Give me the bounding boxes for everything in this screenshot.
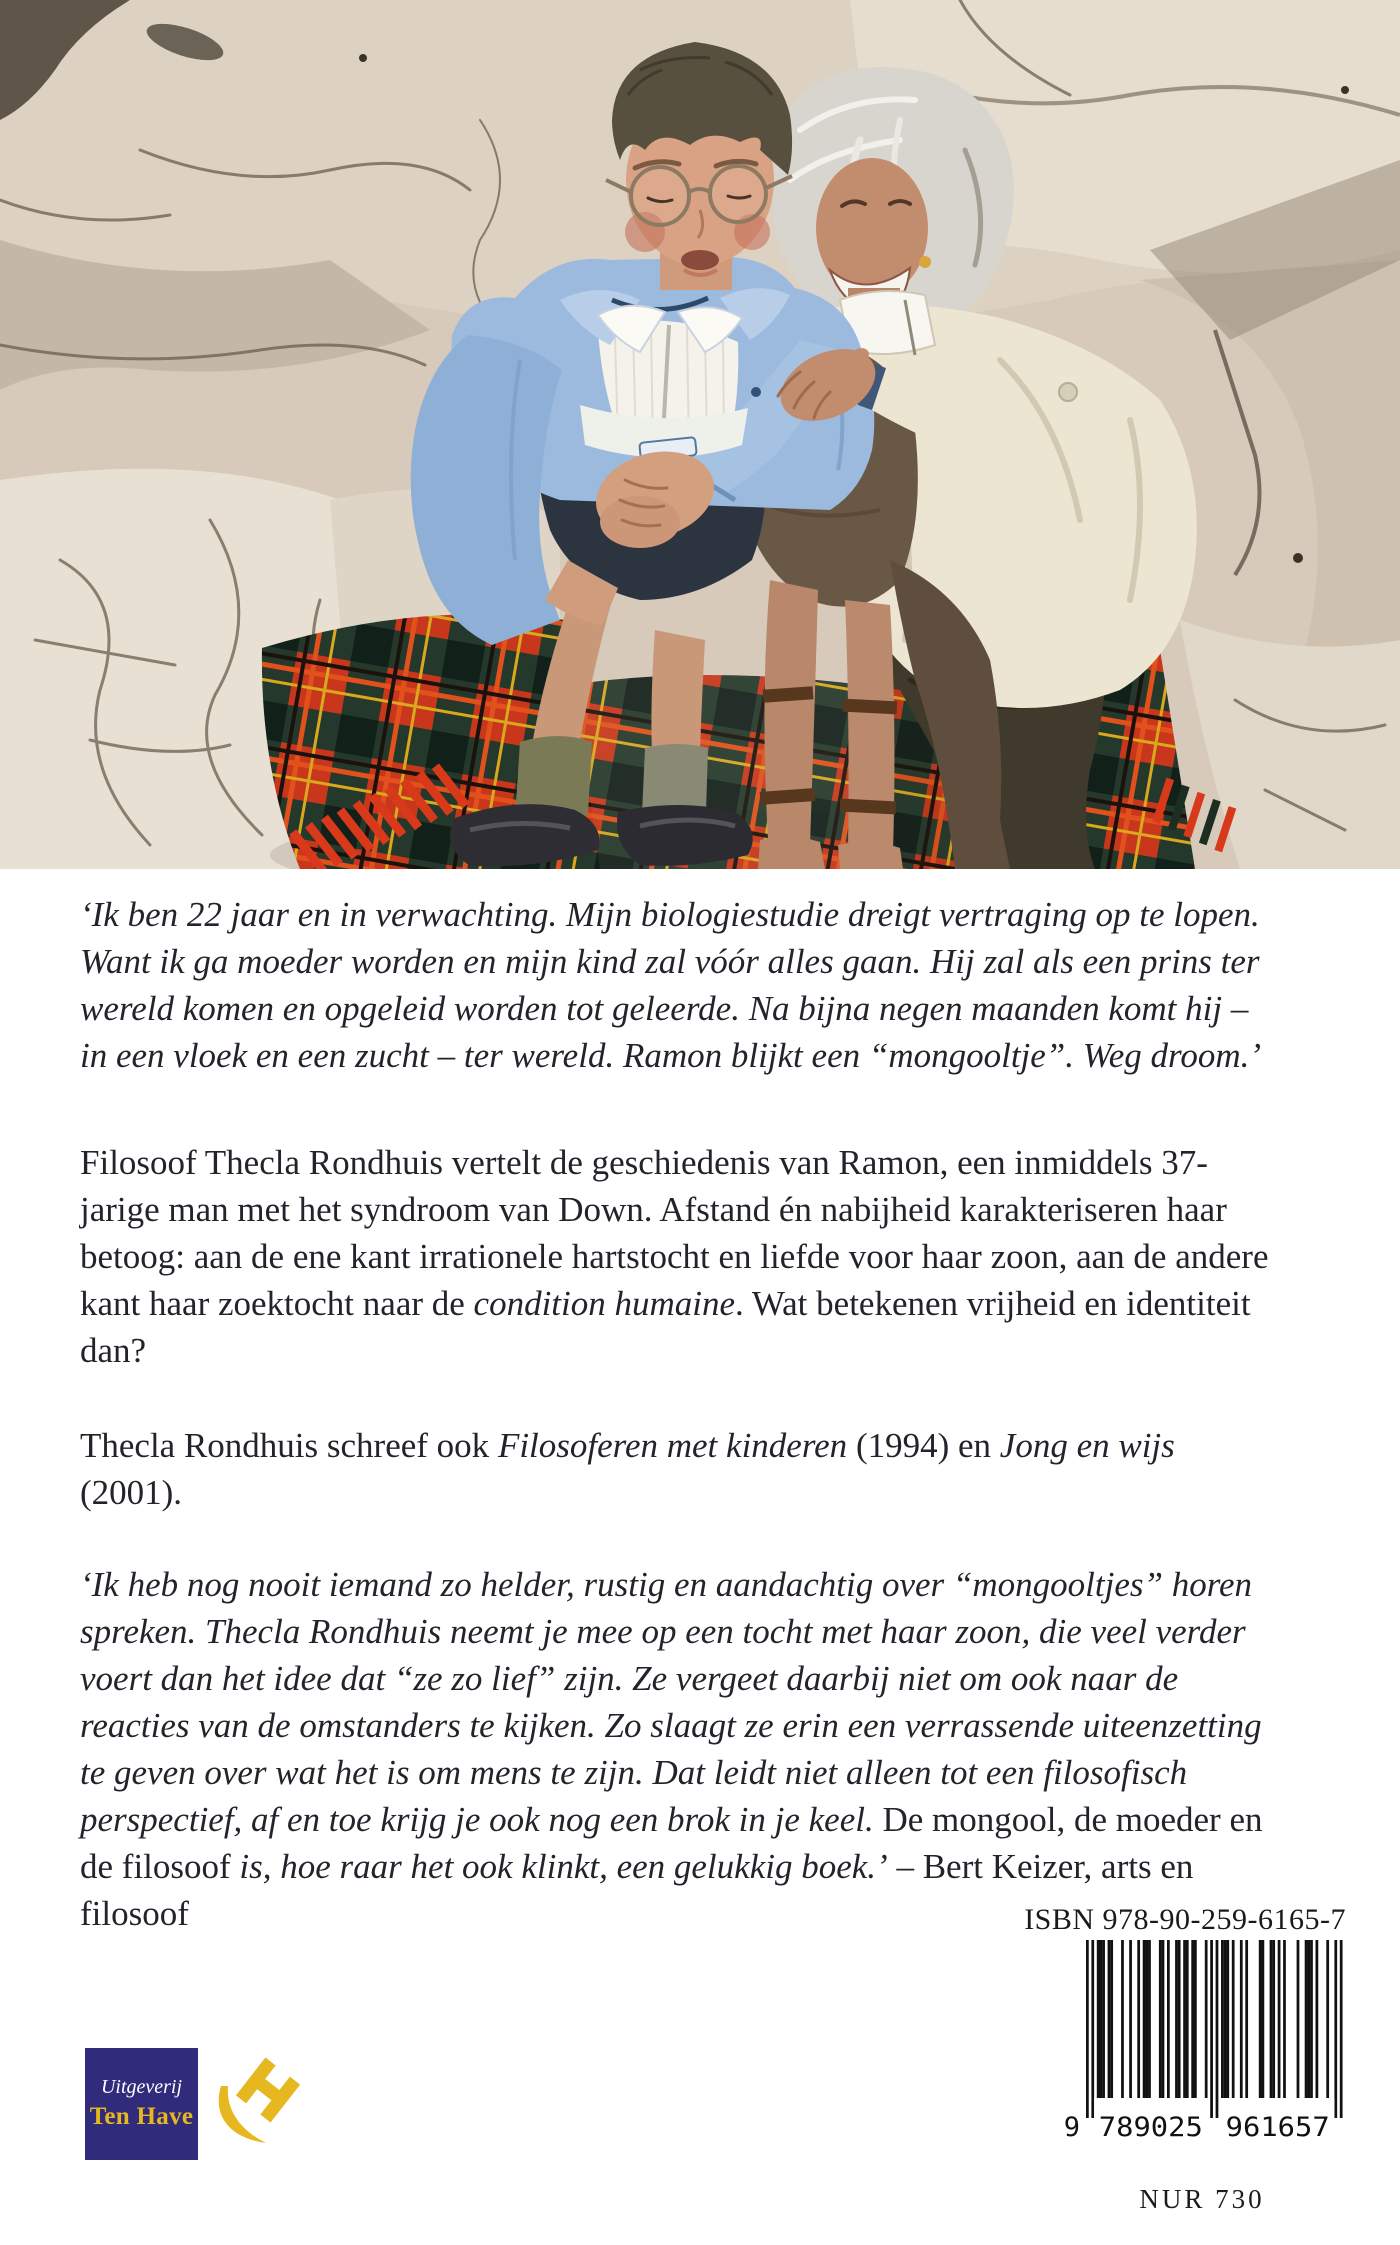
back-cover-text — [80, 891, 1278, 1983]
roman-text-segment: – Bert Keizer, arts en filosoof — [80, 1847, 1194, 1933]
italic-text-segment: condition humaine — [473, 1284, 736, 1323]
roman-text-segment: Thecla Rondhuis schreef ook — [80, 1426, 498, 1465]
ean-barcode — [1058, 1940, 1346, 2145]
italic-text-segment: Filosoferen met kinderen — [497, 1426, 848, 1465]
barcode-digits-left: 789025 — [1098, 2112, 1203, 2143]
nur-code: NUR 730 — [1139, 2184, 1265, 2214]
publisher-logo — [85, 2048, 198, 2160]
italic-text-segment: Jong en wijs — [999, 1426, 1175, 1465]
back-cover-paragraph — [80, 1422, 1278, 1516]
publisher-name: Ten Have — [89, 2103, 194, 2130]
back-cover-paragraph — [80, 1139, 1278, 1374]
roman-text-segment: . Wat betekenen vrijheid en identiteit dan? — [80, 1284, 1251, 1370]
back-cover-paragraph — [80, 891, 1278, 1079]
barcode-digit-first: 9 — [1063, 2112, 1080, 2143]
back-cover-paragraph — [80, 1561, 1278, 1937]
cover-photo — [0, 0, 1400, 869]
roman-text-segment: De mongool, de moeder en de filosoof — [80, 1800, 1263, 1886]
roman-text-segment: (2001). — [80, 1473, 183, 1512]
italic-text-segment: ‘Ik ben 22 jaar en in verwachting. Mijn biologiestudie dreigt vertraging op te lopen. Want ik ga moeder worden en mijn kind zal vóór alles gaan. Hij zal als een prins ter wereld komen en opgeleid worden tot geleerde. Na bijna negen maanden komt hij – in een vloek en een zucht – ter wereld. Ramon blijkt een “mongooltje”. Weg droom.’ — [80, 895, 1261, 1075]
barcode-digits-right: 961657 — [1225, 2112, 1330, 2143]
publisher-imprint-word: Uitgeverij — [100, 2076, 183, 2098]
roman-text-segment: (1994) en — [847, 1426, 1000, 1465]
ten-have-h-icon — [208, 2052, 303, 2147]
italic-text-segment: is, hoe raar het ook klinkt, een gelukkig boek.’ — [230, 1847, 888, 1886]
roman-text-segment: Filosoof Thecla Rondhuis vertelt de geschiedenis van Ramon, een inmiddels 37-jarige man met het syndroom van Down. Afstand én nabijheid karakteriseren haar betoog: aan de ene kant irrationele hartstocht en liefde voor haar zoon, aan de andere kant haar zoektocht naar de — [80, 1143, 1269, 1323]
isbn-label: ISBN 978-90-259-6165-7 — [1024, 1903, 1346, 1936]
italic-text-segment: ‘Ik heb nog nooit iemand zo helder, rustig en aandachtig over “mongooltjes” horen spreken. Thecla Rondhuis neemt je mee op een tocht met haar zoon, die veel verder voert dan het idee dat “ze zo lief” zijn. Ze vergeet daarbij niet om ook naar de reacties van de omstanders te kijken. Zo slaagt ze erin een verrassende uiteenzetting te geven over wat het is om mens te zijn. Dat leidt niet alleen tot een filosofisch perspectief, af en toe krijg je ook nog een brok in je keel. — [80, 1565, 1262, 1839]
